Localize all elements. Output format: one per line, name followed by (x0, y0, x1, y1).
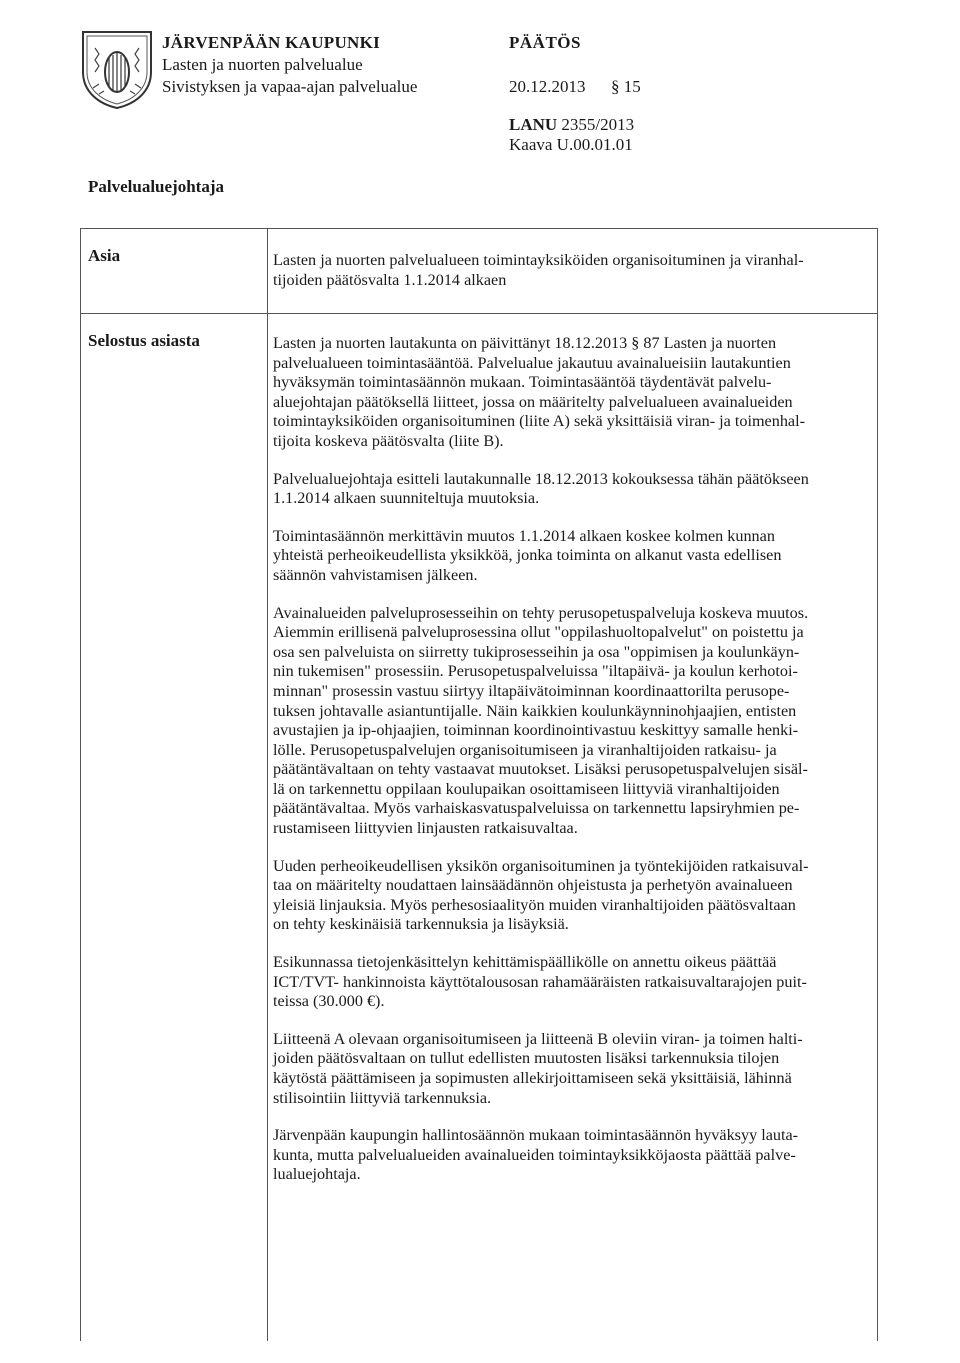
text-line: joiden päätösvaltaan on tullut edellisten muutosten lisäksi tarkennuksia tilojen (273, 1049, 780, 1068)
text-line: taa on määritelty noudattaen lainsäädännön ohjeistusta ja perhetyön avainalueen (273, 876, 793, 895)
org-unit: Lasten ja nuorten palvelualue (162, 55, 363, 74)
text-line: Aiemmin erillisenä palveluprosessina ollut "oppilashuoltopalvelut" on poistettu ja (273, 623, 804, 642)
text-line: teissa (30.000 €). (273, 992, 385, 1011)
text-line: ICT/TVT- hankinnoista käyttötalousosan rahamääräisten ratkaisuvaltarajojen puit- (273, 972, 807, 991)
text-line: säännön vahvistamisen jälkeen. (273, 565, 478, 584)
text-line: toimintayksiköiden organisoituminen (liite A) sekä yksittäisiä viran- ja toimenhal- (273, 412, 805, 431)
text-line: osa sen palveluista on siirretty tukiprosesseihin ja osa "oppimisen ja koulunkäyn- (273, 642, 800, 661)
text-line: Toimintasäännön merkittävin muutos 1.1.2014 alkaen koskee kolmen kunnan (273, 526, 775, 545)
org-subunit: Sivistyksen ja vapaa-ajan palvelualue (162, 77, 418, 96)
frame-divider-vertical (267, 229, 268, 1341)
asia-line: tijoiden päätösvalta 1.1.2014 alkaen (273, 270, 507, 289)
text-line: tijoita koskeva päätösvalta (liite B). (273, 431, 504, 450)
selostus-text (273, 334, 869, 1203)
text-line: hyväksymän toimintasäännön mukaan. Toimintasääntöä täydentävät palvelu- (273, 373, 772, 392)
text-line: Esikunnassa tietojenkäsittelyn kehittämispäällikölle on annettu oikeus päättää (273, 953, 777, 972)
text-line: yhteistä perheoikeudellista yksikköä, jonka toiminta on alkanut vasta edellisen (273, 546, 782, 565)
decision-date: 20.12.2013 (509, 77, 586, 96)
paragraph (273, 604, 869, 839)
paragraph (273, 857, 869, 935)
text-line: Liitteenä A olevaan organisoitumiseen ja liitteenä B oleviin viran- ja toimen halti- (273, 1029, 803, 1048)
decision-block (509, 32, 641, 98)
frame-divider-horizontal (81, 313, 877, 314)
text-line: palvelualueen toimintasääntöä. Palvelualue jakautuu avainalueisiin lautakuntien (273, 353, 791, 372)
decision-title: PÄÄTÖS (509, 33, 581, 52)
org-name: JÄRVENPÄÄN KAUPUNKI (162, 33, 381, 52)
text-line: Lasten ja nuorten lautakunta on päivittänyt 18.12.2013 § 87 Lasten ja nuorten (273, 334, 777, 352)
text-line: päätäntävaltaa. Myös varhaiskasvatuspalveluissa on tarkennettu lapsiryhmien pe- (273, 799, 800, 818)
paragraph (273, 334, 869, 452)
asia-text (273, 251, 869, 290)
lanu-number: 2355/2013 (561, 115, 635, 134)
text-line: Palvelualuejohtaja esitteli lautakunnalle 18.12.2013 kokouksessa tähän päätökseen (273, 469, 809, 488)
lanu-label: LANU (509, 115, 558, 134)
text-line: 1.1.2014 alkaen suunniteltuja muutoksia. (273, 489, 540, 508)
selostus-label: Selostus asiasta (88, 331, 200, 350)
text-line: Järvenpään kaupungin hallintosäännön mukaan toimintasäännön hyväksyy lauta- (273, 1126, 799, 1145)
city-crest-icon (79, 28, 155, 110)
text-line: yleisiä linjauksia. Myös perhesosiaalityön muiden viranhaltijoiden päätösvaltaan (273, 895, 796, 914)
text-line: käytöstä päättämiseen ja sopimusten allekirjoittamiseen sekä yksittäisiä, lähinnä (273, 1069, 792, 1087)
decision-section: § 15 (611, 77, 641, 96)
text-line: lölle. Perusopetuspalvelujen organisoitumiseen ja viranhaltijoiden ratkaisu- ja (273, 740, 777, 759)
text-line: minnan" prosessin vastuu siirtyy iltapäivätoiminnan koordinaattorilta perusope- (273, 681, 790, 700)
kaava-code: Kaava U.00.01.01 (509, 135, 633, 154)
text-line: lualuejohtaja. (273, 1165, 361, 1184)
organization-block (162, 32, 417, 98)
text-line: kunta, mutta palvelualueiden avainalueiden toimintayksikköjaosta päättää palve- (273, 1145, 796, 1164)
text-line: tuksen johtavalle asiantuntijalle. Näin kaikkien koulunkäynninohjaajien, entisten (273, 701, 797, 720)
text-line: rustamiseen liittyvien linjausten ratkaisuvaltaa. (273, 819, 578, 838)
reference-block (509, 115, 634, 155)
paragraph (273, 470, 869, 509)
text-line: Uuden perheoikeudellisen yksikön organisoituminen ja työntekijöiden ratkaisuval- (273, 856, 809, 875)
text-line: nin tukemisen" prosessiin. Perusopetuspalveluissa "iltapäivä- ja koulun kerhotoi- (273, 662, 798, 681)
text-line: stilisointiin liittyviä tarkennuksia. (273, 1088, 492, 1107)
text-line: on tehty keskinäisiä tarkennuksia ja lisäyksiä. (273, 915, 569, 934)
text-line: päätäntävaltaan on tehty vastaavat muutokset. Lisäksi perusopetuspalvelujen sisäl- (273, 760, 808, 779)
paragraph (273, 527, 869, 586)
paragraph (273, 1126, 869, 1185)
text-line: aluejohtajan päätöksellä liitteet, jossa on määritelty palvelualueen avainalueiden (273, 392, 793, 411)
asia-line: Lasten ja nuorten palvelualueen toimintayksiköiden organisoituminen ja viranhal- (273, 251, 804, 269)
text-line: avustajien ja ip-ohjaajien, toiminnan koordinointivastuu keskittyy samalle henki- (273, 721, 799, 740)
paragraph (273, 1030, 869, 1108)
paragraph (273, 953, 869, 1012)
text-line: lä on tarkennettu oppilaan koulupaikan osoittamiseen liittyviä viranhaltijoiden (273, 779, 780, 798)
text-line: Avainalueiden palveluprosesseihin on tehty perusopetuspalveluja koskeva muutos. (273, 603, 809, 622)
asia-label: Asia (88, 246, 121, 265)
decision-maker-role: Palvelualuejohtaja (88, 177, 224, 196)
